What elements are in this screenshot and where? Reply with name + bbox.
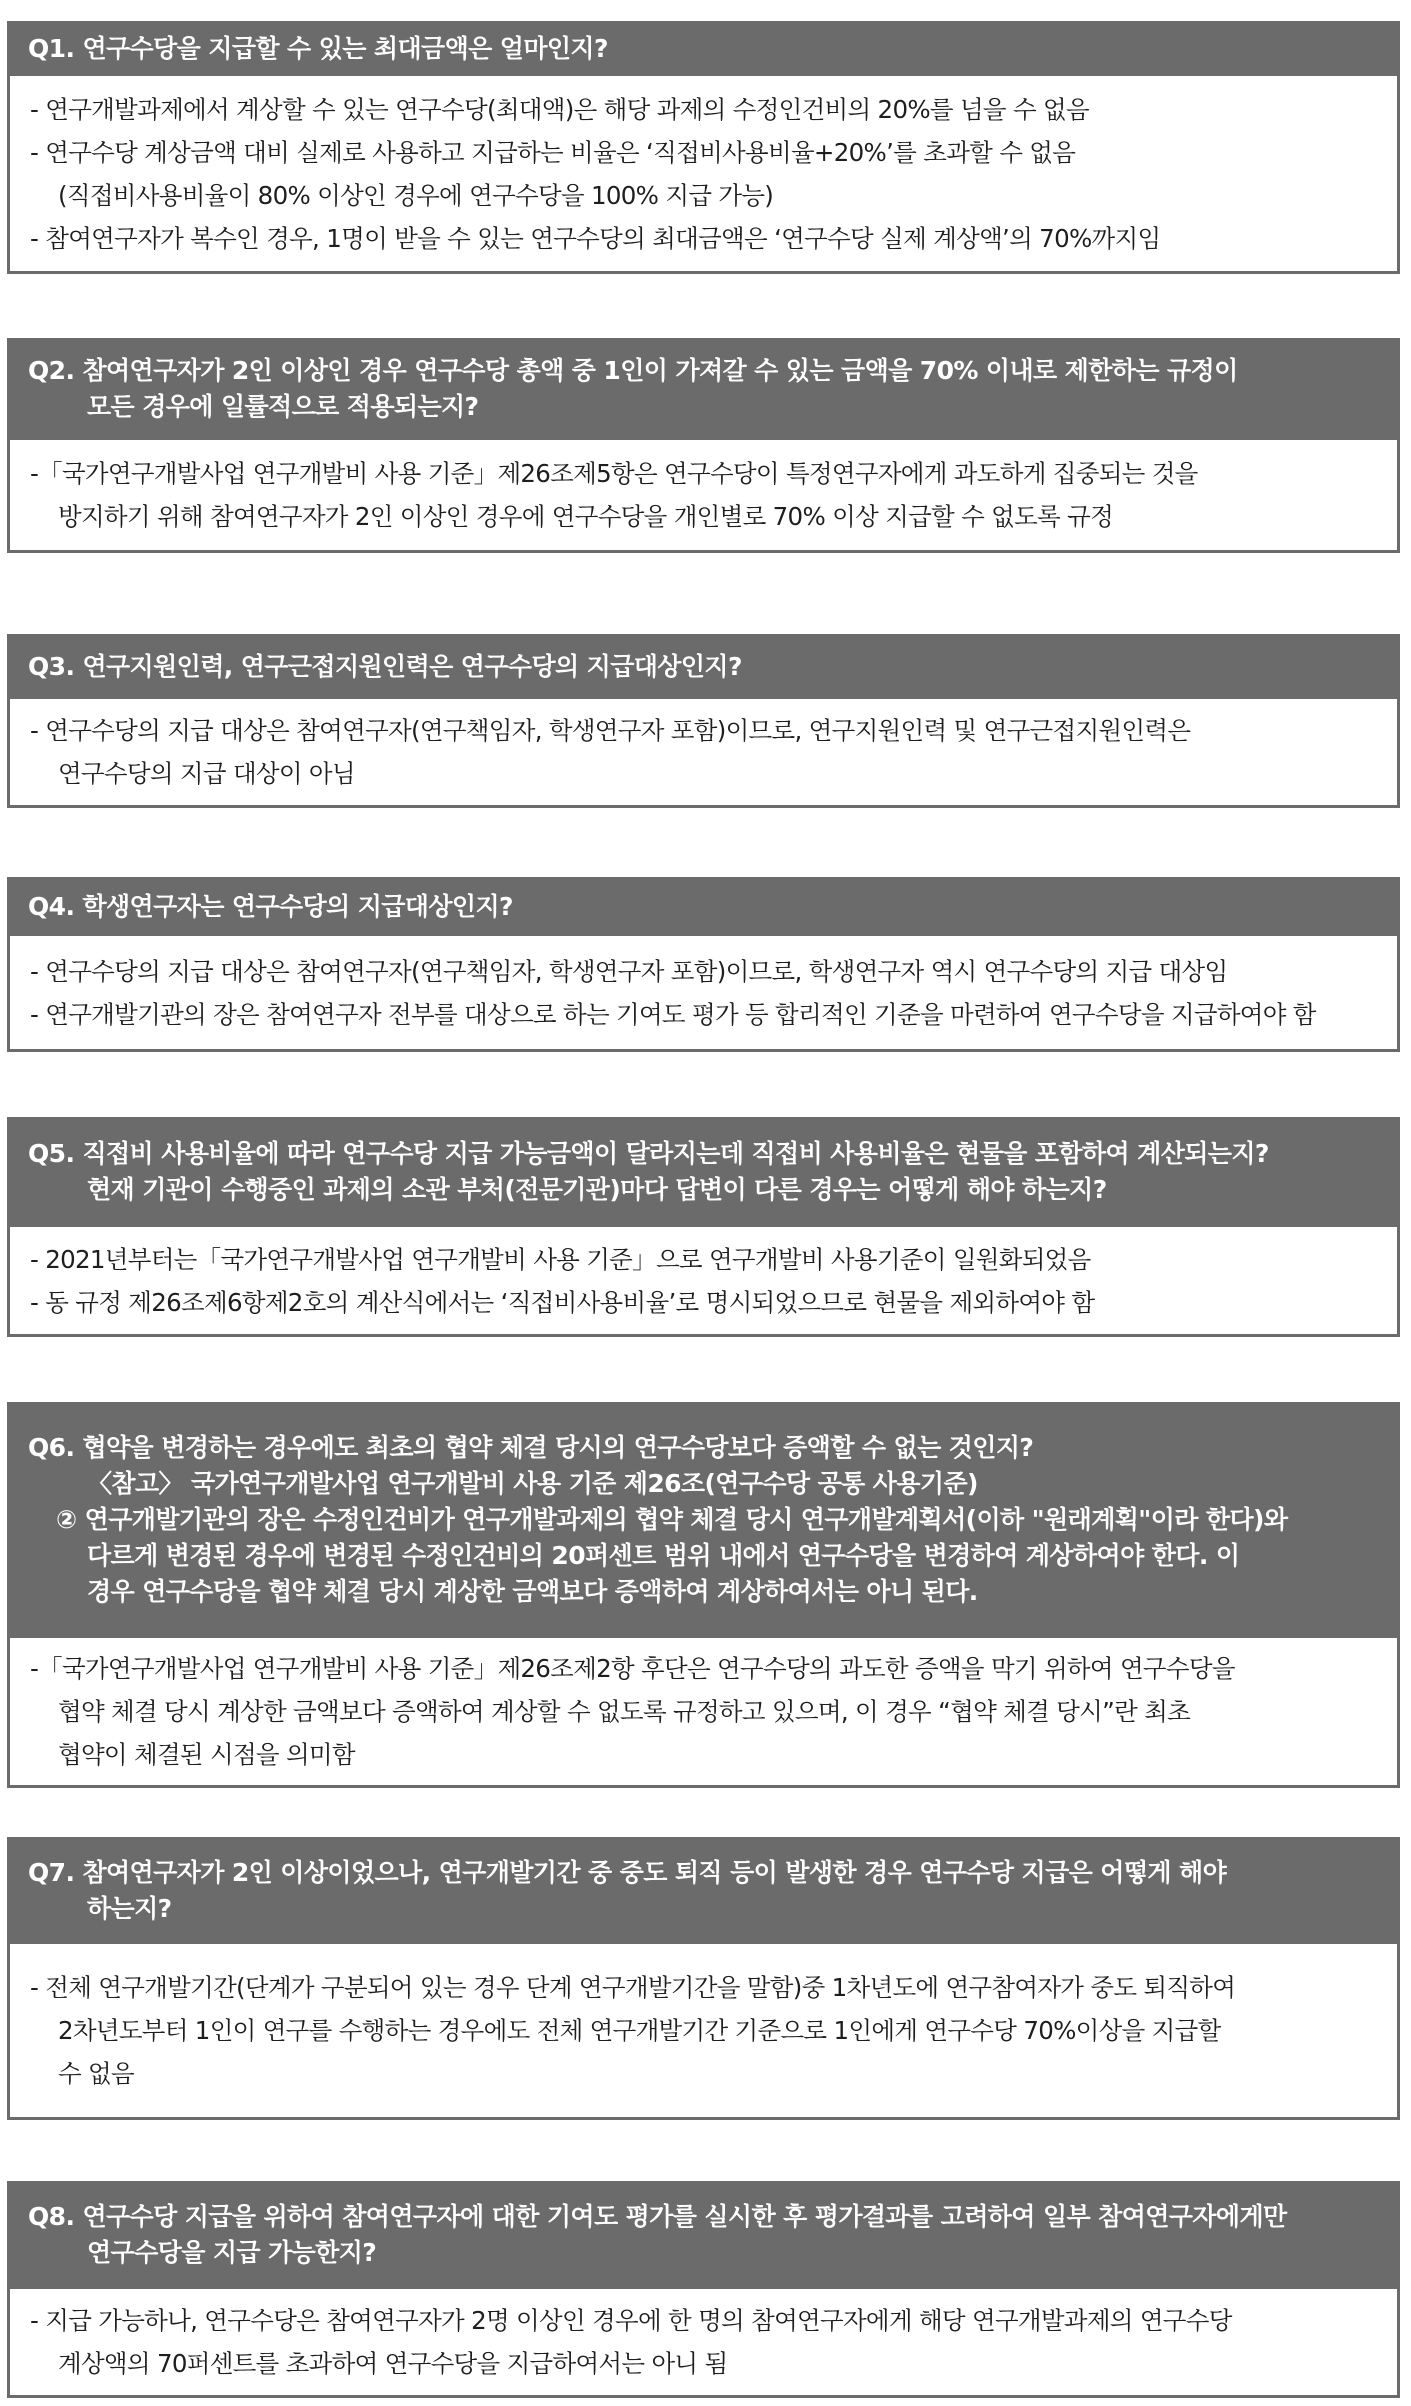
question-box: [7, 338, 1400, 440]
answer-line: - 지급 가능하나, 연구수당은 참여연구자가 2명 이상인 경우에 한 명의 참여연구자에게 해당 연구개발과제의 연구수당: [30, 2306, 1232, 2335]
answer-line: 연구수당의 지급 대상이 아님: [58, 759, 355, 788]
faq-item-q5: [7, 1117, 1400, 1337]
answer-line: 협약 체결 당시 계상한 금액보다 증액하여 계상할 수 없도록 규정하고 있으며, 이 경우 “협약 체결 당시”란 최초: [58, 1697, 1191, 1726]
answer-box: [7, 76, 1400, 274]
question-text: Q4. 학생연구자는 연구수당의 지급대상인지?: [28, 891, 513, 921]
faq-item-q2: [7, 338, 1400, 553]
answer-line: 계상액의 70퍼센트를 초과하여 연구수당을 지급하여서는 아니 됨: [58, 2349, 728, 2378]
question-box: [7, 1837, 1400, 1944]
question-box: [7, 634, 1400, 699]
answer-line: - 연구수당의 지급 대상은 참여연구자(연구책임자, 학생연구자 포함)이므로, 연구지원인력 및 연구근접지원인력은: [30, 716, 1191, 745]
answer-box: [7, 1944, 1400, 2120]
answer-line: - 연구수당의 지급 대상은 참여연구자(연구책임자, 학생연구자 포함)이므로, 학생연구자 역시 연구수당의 지급 대상임: [30, 956, 1228, 986]
answer-box: [7, 2289, 1400, 2398]
question-text: 연구수당을 지급 가능한지?: [87, 2238, 377, 2267]
question-text: Q5. 직접비 사용비율에 따라 연구수당 지급 가능금액이 달라지는데 직접비 사용비율은 현물을 포함하여 계산되는지?: [28, 1139, 1269, 1168]
question-box: [7, 877, 1400, 936]
answer-line: - 연구수당 계상금액 대비 실제로 사용하고 지급하는 비율은 ‘직접비사용비율+20%’를 초과할 수 없음: [30, 137, 1076, 167]
reference-text: ② 연구개발기관의 장은 수정인건비가 연구개발과제의 협약 체결 당시 연구개발계획서(이하 "원래계획"이라 한다)와: [56, 1505, 1288, 1534]
question-text: Q2. 참여연구자가 2인 이상인 경우 연구수당 총액 중 1인이 가져갈 수 있는 금액을 70% 이내로 제한하는 규정이: [28, 356, 1238, 385]
answer-box: [7, 1227, 1400, 1337]
answer-line: 2차년도부터 1인이 연구를 수행하는 경우에도 전체 연구개발기간 기준으로 1인에게 연구수당 70%이상을 지급할: [58, 2016, 1221, 2045]
faq-item-q7: [7, 1837, 1400, 2120]
answer-line: 수 없음: [58, 2059, 134, 2088]
question-text: 현재 기관이 수행중인 과제의 소관 부처(전문기관)마다 답변이 다른 경우는 어떻게 해야 하는지?: [87, 1175, 1107, 1204]
reference-title: 〈참고〉 국가연구개발사업 연구개발비 사용 기준 제26조(연구수당 공통 사용기준): [87, 1469, 978, 1498]
reference-text: 다르게 변경된 경우에 변경된 수정인건비의 20퍼센트 범위 내에서 연구수당을 변경하여 계상하여야 한다. 이: [87, 1541, 1240, 1570]
reference-text: 경우 연구수당을 협약 체결 당시 계상한 금액보다 증액하여 계상하여서는 아니 된다.: [87, 1577, 978, 1606]
faq-item-q4: [7, 877, 1400, 1052]
answer-box: [7, 440, 1400, 553]
question-box: [7, 1402, 1400, 1638]
question-text: Q8. 연구수당 지급을 위하여 참여연구자에 대한 기여도 평가를 실시한 후 평가결과를 고려하여 일부 참여연구자에게만: [28, 2202, 1287, 2231]
question-box: [7, 2181, 1400, 2289]
question-box: [7, 21, 1400, 76]
answer-line: - 참여연구자가 복수인 경우, 1명이 받을 수 있는 연구수당의 최대금액은 ‘연구수당 실제 계상액’의 70%까지임: [30, 223, 1161, 253]
question-text: 하는지?: [87, 1893, 172, 1923]
faq-item-q6: [7, 1402, 1400, 1788]
answer-line: -「국가연구개발사업 연구개발비 사용 기준」제26조제5항은 연구수당이 특정연구자에게 과도하게 집중되는 것을: [30, 459, 1198, 488]
answer-line: - 전체 연구개발기간(단계가 구분되어 있는 경우 단계 연구개발기간을 말함)중 1차년도에 연구참여자가 중도 퇴직하여: [30, 1973, 1236, 2002]
answer-line: - 동 규정 제26조제6항제2호의 계산식에서는 ‘직접비사용비율’로 명시되었으므로 현물을 제외하여야 함: [30, 1287, 1095, 1317]
answer-box: [7, 1638, 1400, 1788]
answer-line: (직접비사용비율이 80% 이상인 경우에 연구수당을 100% 지급 가능): [58, 180, 774, 210]
question-text: Q7. 참여연구자가 2인 이상이었으나, 연구개발기간 중 중도 퇴직 등이 발생한 경우 연구수당 지급은 어떻게 해야: [28, 1857, 1227, 1887]
faq-item-q1: [7, 21, 1400, 274]
question-text: Q6. 협약을 변경하는 경우에도 최초의 협약 체결 당시의 연구수당보다 증액할 수 없는 것인지?: [28, 1433, 1034, 1462]
answer-line: 협약이 체결된 시점을 의미함: [58, 1740, 355, 1769]
faq-item-q8: [7, 2181, 1400, 2398]
question-text: 모든 경우에 일률적으로 적용되는지?: [87, 392, 479, 421]
question-box: [7, 1117, 1400, 1227]
answer-line: - 연구개발과제에서 계상할 수 있는 연구수당(최대액)은 해당 과제의 수정인건비의 20%를 넘을 수 없음: [30, 94, 1089, 124]
answer-box: [7, 699, 1400, 808]
question-text: Q1. 연구수당을 지급할 수 있는 최대금액은 얼마인지?: [28, 33, 608, 63]
answer-line: - 연구개발기관의 장은 참여연구자 전부를 대상으로 하는 기여도 평가 등 합리적인 기준을 마련하여 연구수당을 지급하여야 함: [30, 999, 1316, 1029]
question-text: Q3. 연구지원인력, 연구근접지원인력은 연구수당의 지급대상인지?: [28, 651, 742, 681]
answer-box: [7, 936, 1400, 1052]
answer-line: -「국가연구개발사업 연구개발비 사용 기준」제26조제2항 후단은 연구수당의 과도한 증액을 막기 위하여 연구수당을: [30, 1654, 1235, 1683]
faq-item-q3: [7, 634, 1400, 808]
answer-line: 방지하기 위해 참여연구자가 2인 이상인 경우에 연구수당을 개인별로 70% 이상 지급할 수 없도록 규정: [58, 502, 1114, 531]
answer-line: - 2021년부터는「국가연구개발사업 연구개발비 사용 기준」으로 연구개발비 사용기준이 일원화되었음: [30, 1244, 1091, 1274]
